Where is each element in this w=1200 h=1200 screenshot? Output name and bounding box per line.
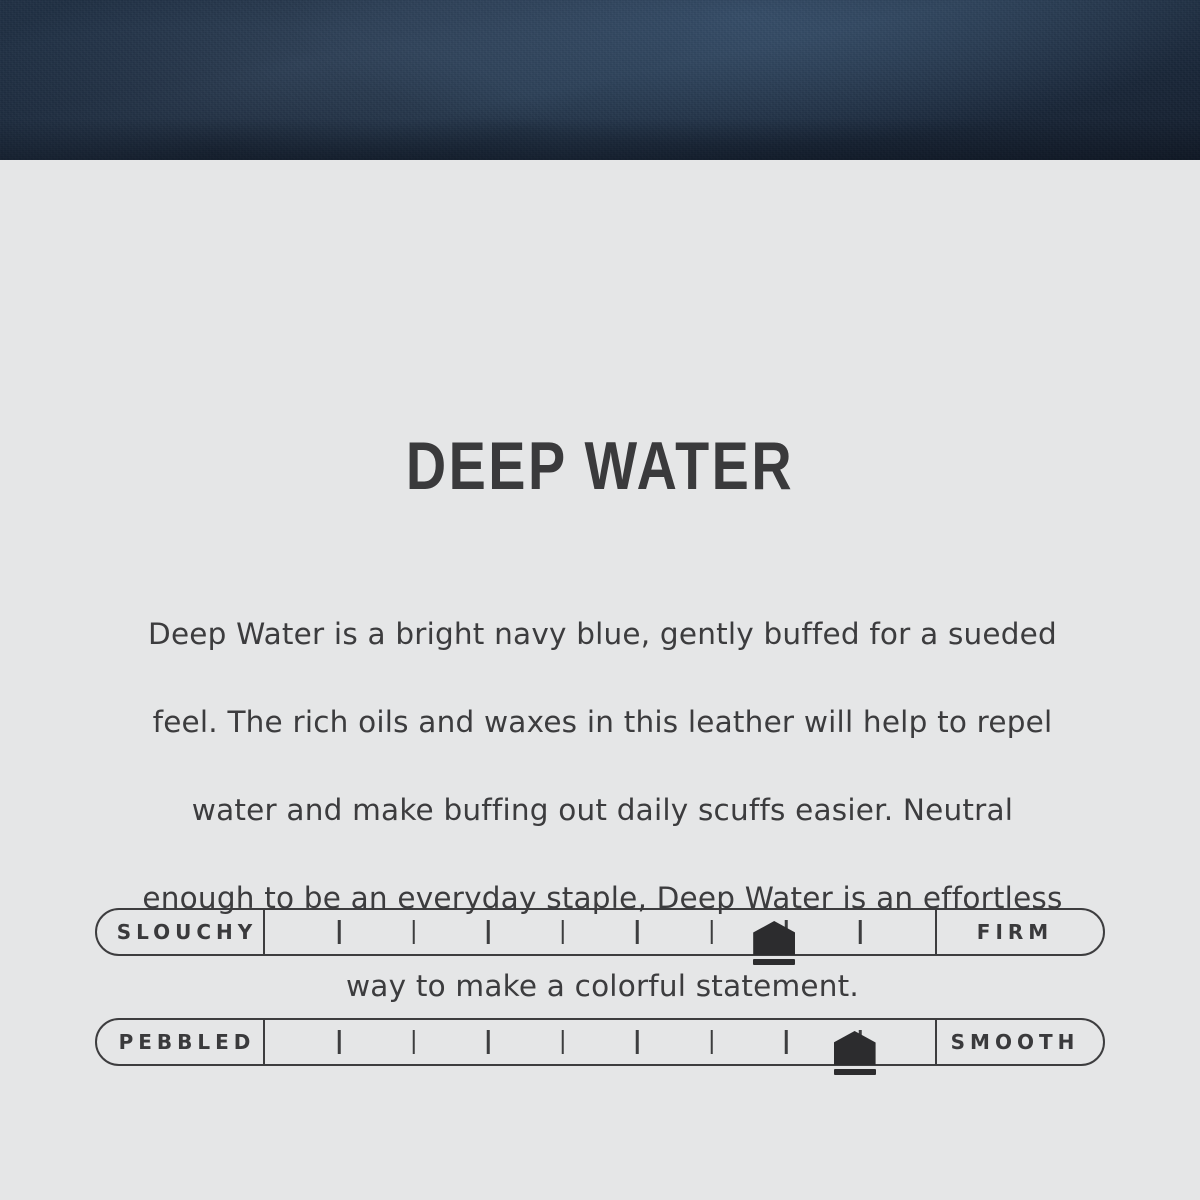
scale-tick: [413, 920, 416, 944]
leather-swatch-image: [0, 0, 1200, 160]
scale-tick: [413, 1030, 416, 1054]
scale-tick: [785, 1030, 788, 1054]
marker-pointer-icon: [834, 1031, 876, 1065]
scale-tick: [859, 920, 862, 944]
marker-pointer-icon: [753, 921, 795, 955]
marker-base-bar: [753, 959, 795, 965]
scale-firmness: [95, 908, 1105, 1018]
scale-tick: [338, 1030, 341, 1054]
scale-marker-texture: [834, 1031, 876, 1075]
scale-left-label: PEBBLED: [97, 1018, 265, 1066]
scale-tick: [561, 920, 564, 944]
scale-right-label: FIRM: [935, 908, 1103, 956]
scale-ticks: [265, 908, 935, 956]
scale-tick: [338, 920, 341, 944]
scale-right-label: SMOOTH: [935, 1018, 1103, 1066]
scale-tick: [636, 1030, 639, 1054]
scale-texture: [95, 1018, 1105, 1128]
scale-tick: [710, 1030, 713, 1054]
scale-ticks: [265, 1018, 935, 1066]
swatch-bottom-shadow: [0, 118, 1200, 160]
marker-base-bar: [834, 1069, 876, 1075]
attribute-scales: [0, 908, 1200, 1128]
scale-left-label: SLOUCHY: [97, 908, 265, 956]
card-content: [0, 160, 1200, 1200]
scale-tick: [710, 920, 713, 944]
scale-tick: [487, 920, 490, 944]
scale-marker-firmness: [753, 921, 795, 965]
page-title: DEEP WATER: [405, 428, 795, 504]
scale-tick: [561, 1030, 564, 1054]
description-text: Deep Water is a bright navy blue, gently buffed for a sueded feel. The rich oils and waxes in this leather will help to repel water and make buffing out daily scuffs easier. Neutral enough to be an everyday staple, Deep Water is an effortless way to make a colorful statement.: [142, 617, 1063, 1003]
scale-tick: [487, 1030, 490, 1054]
scale-tick: [636, 920, 639, 944]
